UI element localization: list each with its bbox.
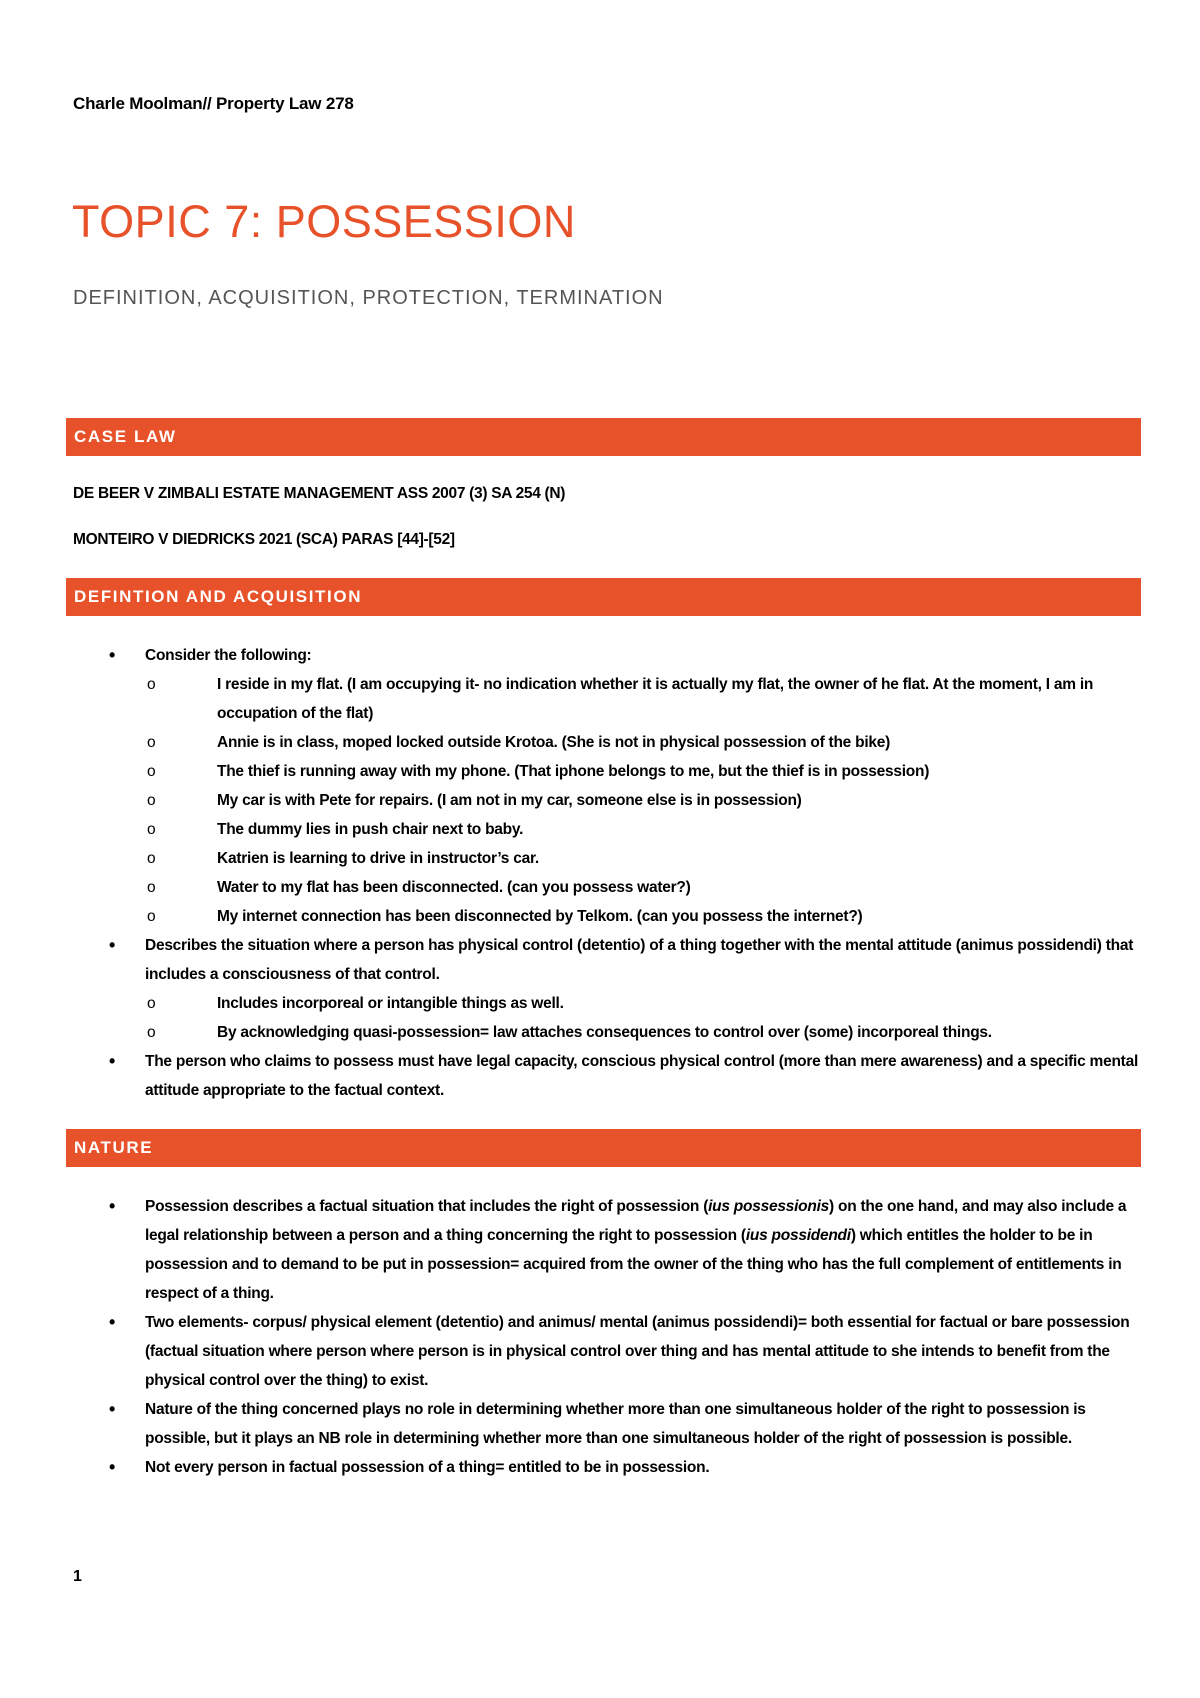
page-subtitle: DEFINITION, ACQUISITION, PROTECTION, TERMINATION bbox=[73, 287, 664, 309]
sub-list-item: o I reside in my flat. (I am occupying it- no indication whether it is actually my flat, the owner of he flat. At the moment, I am in occupation of the flat) bbox=[147, 676, 1094, 722]
list-item bbox=[70, 1192, 1145, 1308]
sub-item-text: Water to my flat has been disconnected. (can you possess water?) bbox=[217, 879, 691, 896]
sub-list-item: o My car is with Pete for repairs. (I am not in my car, someone else is in possession) bbox=[147, 792, 802, 809]
bullet-text: ) on the one hand, and may also include a legal relationship between a person and a thing concerning the right to possession ( bbox=[145, 1198, 1127, 1244]
sub-list-item: o By acknowledging quasi-possession= law attaches consequences to control over (some) incorporeal things. bbox=[147, 1024, 992, 1041]
section-heading-nature: NATURE bbox=[66, 1129, 1141, 1167]
sub-list bbox=[145, 670, 1145, 931]
sub-item-text: The dummy lies in push chair next to baby. bbox=[217, 821, 524, 838]
latin-term: ius possessionis bbox=[708, 1198, 830, 1215]
list-item bbox=[70, 1047, 1145, 1105]
sub-list bbox=[145, 989, 1145, 1047]
sub-item-text: Includes incorporeal or intangible things as well. bbox=[217, 995, 564, 1012]
sub-item-text: Annie is in class, moped locked outside Krotoa. (She is not in physical possession of the bike) bbox=[217, 734, 891, 751]
list-item bbox=[70, 1395, 1145, 1453]
case-citation: DE BEER V ZIMBALI ESTATE MANAGEMENT ASS 2007 (3) SA 254 (N) bbox=[73, 485, 566, 502]
sub-list-item: o The dummy lies in push chair next to baby. bbox=[147, 821, 524, 838]
sub-list-item: o Katrien is learning to drive in instructor’s car. bbox=[147, 850, 539, 867]
list-item bbox=[70, 931, 1145, 1047]
bullet-text: Consider the following: bbox=[145, 647, 312, 664]
case-citation: MONTEIRO V DIEDRICKS 2021 (SCA) PARAS [44]-[52] bbox=[73, 531, 455, 548]
list-item bbox=[70, 1453, 1145, 1482]
sub-list-item: o Includes incorporeal or intangible things as well. bbox=[147, 995, 564, 1012]
latin-term: ius possidendi bbox=[745, 1227, 851, 1244]
sub-list-item: o The thief is running away with my phone. (That iphone belongs to me, but the thief is in possession) bbox=[147, 763, 930, 780]
page-number: 1 bbox=[73, 1568, 82, 1585]
sub-item-text: The thief is running away with my phone. (That iphone belongs to me, but the thief is in possession) bbox=[217, 763, 930, 780]
sub-item-text: My internet connection has been disconnected by Telkom. (can you possess the internet?) bbox=[217, 908, 863, 925]
sub-list-item: o Annie is in class, moped locked outside Krotoa. (She is not in physical possession of the bike) bbox=[147, 734, 891, 751]
sub-item-text: By acknowledging quasi-possession= law attaches consequences to control over (some) incorporeal things. bbox=[217, 1024, 992, 1041]
nature-list bbox=[70, 1192, 1145, 1482]
section-heading-definition: DEFINTION AND ACQUISITION bbox=[66, 578, 1141, 616]
bullet-text: Possession describes a factual situation that includes the right of possession ( bbox=[145, 1198, 709, 1215]
page-title: TOPIC 7: POSSESSION bbox=[72, 196, 576, 247]
bullet-text: Not every person in factual possession of a thing= entitled to be in possession. bbox=[145, 1459, 710, 1476]
list-item bbox=[70, 1308, 1145, 1395]
list-item bbox=[70, 641, 1145, 931]
section-heading-case-law: CASE LAW bbox=[66, 418, 1141, 456]
sub-list-item: o Water to my flat has been disconnected. (can you possess water?) bbox=[147, 879, 691, 896]
bullet-text: Two elements- corpus/ physical element (detentio) and animus/ mental (animus possidendi)= both essential for factual or bare possession (factual situation where person where person is in physical control over thing and has mental attitude to she intends to benefit from the physical control over the thing) to exist. bbox=[145, 1314, 1130, 1389]
sub-list-item: o My internet connection has been disconnected by Telkom. (can you possess the internet?) bbox=[147, 908, 863, 925]
bullet-text: The person who claims to possess must have legal capacity, conscious physical control (more than mere awareness) and a specific mental attitude appropriate to the factual context. bbox=[145, 1053, 1139, 1099]
sub-item-text: My car is with Pete for repairs. (I am not in my car, someone else is in possession) bbox=[217, 792, 802, 809]
bullet-text: Describes the situation where a person has physical control (detentio) of a thing together with the mental attitude (animus possidendi) that includes a consciousness of that control. bbox=[145, 937, 1134, 983]
definition-list bbox=[70, 641, 1145, 1105]
bullet-text: ) which entitles the holder to be in possession and to demand to be put in possession= acquired from the owner of the thing who has the full complement of entitlements in respect of a thing. bbox=[145, 1227, 1122, 1302]
sub-item-text: I reside in my flat. (I am occupying it- no indication whether it is actually my flat, the owner of he flat. At the moment, I am in occupation of the flat) bbox=[217, 676, 1094, 722]
bullet-text: Nature of the thing concerned plays no role in determining whether more than one simultaneous holder of the right to possession is possible, but it plays an NB role in determining whether more than one simultaneous holder of the right of possession is possible. bbox=[145, 1401, 1086, 1447]
sub-item-text: Katrien is learning to drive in instructor’s car. bbox=[217, 850, 539, 867]
page-header: Charle Moolman// Property Law 278 bbox=[73, 94, 354, 113]
